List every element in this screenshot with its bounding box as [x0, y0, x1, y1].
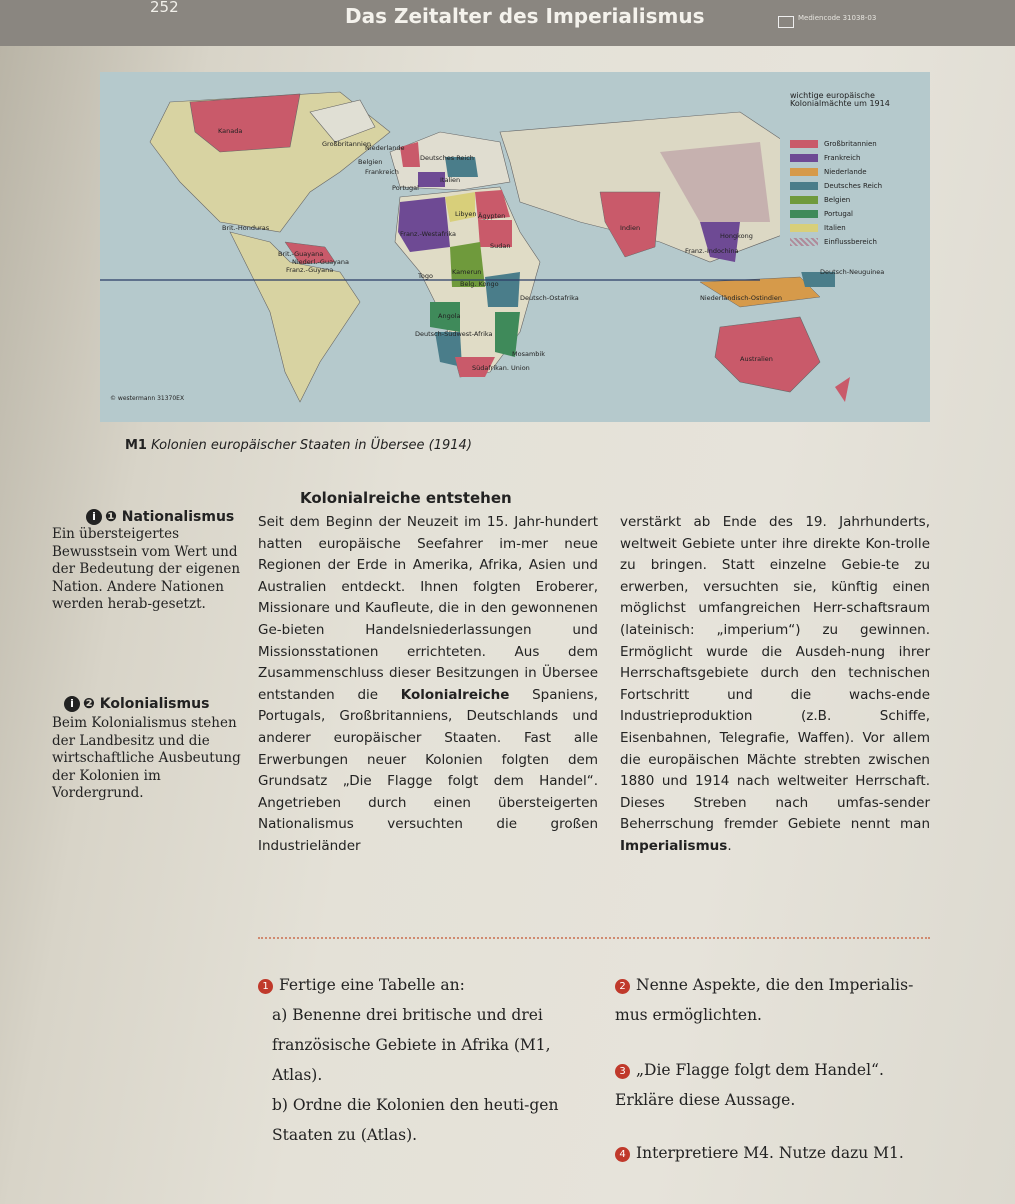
margin-heading-nationalismus: i ❶ Nationalismus — [86, 509, 234, 525]
chapter-title: Das Zeitalter des Imperialismus — [345, 4, 705, 28]
map-label: Kamerun — [452, 268, 482, 276]
map-label: Libyen — [455, 210, 477, 218]
legend-item: Portugal — [790, 210, 853, 218]
map-label: Franz.-Guyana — [286, 266, 334, 274]
legend-swatch — [790, 154, 818, 162]
legend-swatch — [790, 196, 818, 204]
map-label: Kanada — [218, 127, 243, 135]
map-label: Australien — [740, 355, 773, 363]
caption-label: M1 — [125, 438, 147, 453]
media-code-icon — [778, 16, 794, 28]
map-label: Deutsches Reich — [420, 154, 474, 162]
task-3: 3 „Die Flagge folgt dem Handel“. Erkläre diese Aussage. — [615, 1061, 884, 1109]
term-kolonialreiche: Kolonialreiche — [400, 686, 510, 703]
map-label: Togo — [418, 272, 433, 280]
map-label: Deutsch-Neuguinea — [820, 268, 885, 276]
legend-item: Frankreich — [790, 154, 860, 162]
map-label: Niederländisch-Ostindien — [700, 294, 782, 302]
legend-swatch — [790, 168, 818, 176]
page-number: 252 — [150, 0, 179, 16]
info-icon: i — [64, 696, 80, 712]
colonial-world-map — [100, 72, 930, 422]
task-1a: a) Benenne drei britische und drei französische Gebiete in Afrika (M1, Atlas). — [272, 1006, 551, 1084]
map-label: Brit.-Guayana — [278, 250, 324, 258]
map-label: Frankreich — [365, 168, 399, 176]
legend-item: Großbritannien — [790, 140, 877, 148]
map-label: Südafrikan. Union — [472, 364, 530, 372]
task-1: 1 Fertige eine Tabelle an: a) Benenne drei britische und drei französische Gebiete in Afrika (M1, Atlas). b) Ordne die Kolonien den heuti-gen Staaten zu (Atlas). — [258, 970, 598, 1150]
task-4: 4 Interpretiere M4. Nutze dazu M1. — [615, 1138, 935, 1168]
map-label: Italien — [440, 176, 461, 184]
map-label: Sudan — [490, 242, 511, 250]
task-1b: b) Ordne die Kolonien den heuti-gen Staaten zu (Atlas). — [272, 1096, 559, 1144]
info-icon: i — [86, 509, 102, 525]
term-imperialismus: Imperialismus — [620, 837, 728, 854]
legend-swatch — [790, 224, 818, 232]
margin-note-nationalismus: Ein übersteigertes Bewusstsein vom Wert und der Bedeutung der eigenen Nation. Andere Nationen werden herab-gesetzt. — [52, 526, 241, 612]
legend-swatch — [790, 182, 818, 190]
map-label: Belgien — [358, 158, 383, 166]
margin-note-kolonialismus: Beim Kolonialismus stehen der Landbesitz und die wirtschaftliche Ausbeutung der Kolonien im Vordergrund. — [52, 715, 241, 801]
map-label: Niederlande — [365, 144, 405, 152]
media-code-text: Mediencode 31038-03 — [798, 14, 877, 22]
task-number-3: 3 — [615, 1064, 630, 1079]
map-label: Großbritannien — [322, 140, 371, 148]
legend-item: Niederlande — [790, 168, 867, 176]
page-header — [0, 0, 1015, 46]
legend-item: Belgien — [790, 196, 850, 204]
legend-item: Einflussbereich — [790, 238, 877, 246]
map-label: Mosambik — [512, 350, 545, 358]
map-label: Indien — [620, 224, 641, 232]
map-label: Brit.-Honduras — [222, 224, 270, 232]
margin-heading-kolonialismus: i ❷ Kolonialismus — [64, 696, 209, 712]
map-copyright: © westermann 31370EX — [110, 395, 185, 402]
map-label: Ägypten — [478, 212, 506, 220]
task-number-2: 2 — [615, 979, 630, 994]
caption-text: Kolonien europäischer Staaten in Übersee (1914) — [151, 438, 472, 453]
legend-swatch — [790, 140, 818, 148]
divider — [258, 937, 930, 939]
task-2: 2 Nenne Aspekte, die den Imperialis-mus ermöglichten. — [615, 976, 914, 1024]
body-column-left: Seit dem Beginn der Neuzeit im 15. Jahr-hundert hatten europäische Seefahrer im-mer neue Regionen der Erde in Amerika, Afrika, Asien und Australien entdeckt. Ihnen folgten Eroberer, Missionare und Kaufleute, die in den gewonnenen Ge-bieten Handelsniederlassungen und Missionsstationen errichteten. Aus dem Zusammenschluss dieser Besitzungen in Übersee entstanden die Kolonialreiche Spaniens, Portugals, Großbritanniens, Deutschlands und anderer europäischer Staaten. Fast alle Erwerbungen neuer Kolonien folgten dem Grundsatz „Die Flagge folgt dem Handel“. Angetrieben durch einen übersteigerten Nationalismus versuchten die großen Industrieländer — [258, 514, 598, 854]
map-label: Hongkong — [720, 232, 753, 240]
map-label: Belg. Kongo — [460, 280, 499, 288]
legend-swatch — [790, 238, 818, 246]
task-number-1: 1 — [258, 979, 273, 994]
map-label: Niederl.-Guayana — [292, 258, 349, 266]
map-label: Deutsch-Südwest-Afrika — [415, 330, 493, 338]
legend-title: wichtige europäische Kolonialmächte um 1914 — [790, 91, 890, 108]
map-label: Portugal — [392, 184, 419, 192]
legend-swatch — [790, 210, 818, 218]
map-label: Franz.-Westafrika — [400, 230, 456, 238]
task-number-4: 4 — [615, 1147, 630, 1162]
map-caption — [125, 438, 472, 453]
map-label: Deutsch-Ostafrika — [520, 294, 579, 302]
legend-item: Deutsches Reich — [790, 182, 882, 190]
legend-item: Italien — [790, 224, 846, 232]
map-label: Angola — [438, 312, 461, 320]
section-title: Kolonialreiche entstehen — [300, 489, 512, 507]
map-label: Franz.-Indochina — [685, 247, 739, 255]
body-column-right: verstärkt ab Ende des 19. Jahrhunderts, weltweit Gebiete unter ihre direkte Kon-trolle zu bringen. Statt einzelne Gebie-te zu erwerben, versuchten sie, künftig einen möglichst umfangreichen Herr-schaftsraum (lateinisch: „imperium“) zu gewinnen. Ermöglicht wurde die Ausdeh-nung ihrer Herrschaftsgebiete durch den technischen Fortschritt und die wachs-ende Industrieproduktion (z.B. Schiffe, Eisenbahnen, Telegrafie, Waffen). Vor allem die europäischen Mächte strebten zwischen 1880 und 1914 nach weltweiter Herrschaft. Dieses Streben nach umfas-sender Beherrschung fremder Gebiete nennt man Imperialismus. — [620, 514, 930, 854]
